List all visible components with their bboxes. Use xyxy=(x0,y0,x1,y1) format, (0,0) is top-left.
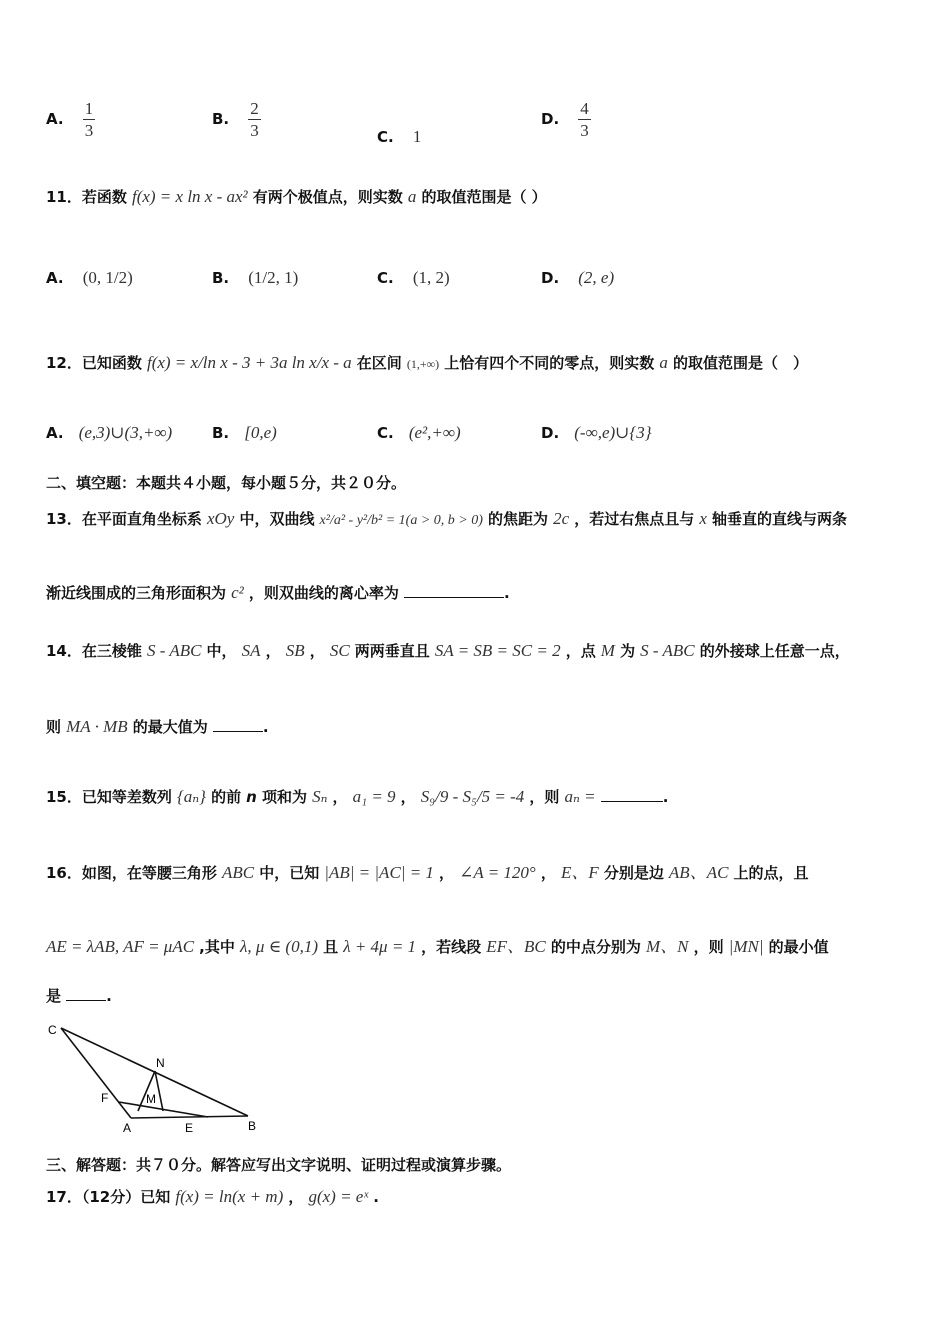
option-label: B. xyxy=(212,110,230,128)
q16-line3: 是 . xyxy=(46,987,112,1005)
section-2-title: 二、填空题：本题共４小题，每小题５分，共２０分。 xyxy=(46,474,407,492)
fraction: $\frac{1}{3}$ xyxy=(84,99,94,140)
segment-ca xyxy=(61,1028,131,1118)
segment-ab xyxy=(131,1116,248,1118)
q16-line2: AE = λAB, AF = μAC ,其中 λ, μ ∈ (0,1) 且 λ + 4μ = 1 ，若线段 EF、BC 的中点分别为 M、N ，则 |MN| 的最小值 xyxy=(46,937,829,956)
option-label: C. xyxy=(377,128,394,146)
q12-option-b: B. [0,e) xyxy=(212,423,277,442)
answer-blank[interactable] xyxy=(601,787,663,802)
triangle-figure xyxy=(40,1018,270,1138)
q12-option-d: D. (-∞,e)∪{3} xyxy=(541,423,652,442)
q10-option-a xyxy=(46,100,95,139)
q11-option-d: D. (2, e) xyxy=(541,268,615,287)
q11-option-b: B. (1/2, 1) xyxy=(212,268,299,287)
q12-stem: 12．已知函数 f(x) = x/ln x - 3 + 3a ln x/x - a 在区间 (1,+∞) 上恰有四个不同的零点，则实数 a 的取值范围是（ ） xyxy=(46,353,808,372)
label-e: E xyxy=(185,1121,194,1135)
q12-option-c: C. (e²,+∞) xyxy=(377,423,461,442)
label-f: F xyxy=(101,1091,109,1105)
math-expression: f(x) = x/ln x - 3 + 3a ln x/x - a xyxy=(146,353,352,372)
label-b: B xyxy=(248,1119,257,1133)
answer-blank[interactable] xyxy=(404,583,504,598)
label-n: N xyxy=(156,1056,165,1070)
label-a: A xyxy=(123,1121,132,1135)
q10-option-d xyxy=(541,100,591,139)
option-label: A. xyxy=(46,110,64,128)
q15-stem: 15．已知等差数列 {aₙ} 的前 n 项和为 Sₙ ， a₁ = 9 ， S₉/9 - S₅/5 = -4 ，则 aₙ = . xyxy=(46,787,669,806)
label-c: C xyxy=(48,1023,57,1037)
label-m: M xyxy=(146,1092,156,1106)
q10-option-c: C. 1 xyxy=(377,127,422,146)
segment-nm-upper xyxy=(155,1071,163,1111)
section-3-title: 三、解答题：共７０分。解答应写出文字说明、证明过程或演算步骤。 xyxy=(46,1156,512,1174)
q13-line1: 13．在平面直角坐标系 xOy 中，双曲线 x²/a² - y²/b² = 1(a > 0, b > 0) 的焦距为 2c ，若过右焦点且与 x 轴垂直的直线与两条 xyxy=(46,509,847,528)
q14-line2: 则 MA · MB 的最大值为 . xyxy=(46,717,269,736)
math-expression: S₉/9 - S₅/5 = -4 xyxy=(420,787,525,806)
answer-blank[interactable] xyxy=(213,717,263,732)
math-expression: x²/a² - y²/b² = 1(a > 0, b > 0) xyxy=(319,513,483,528)
answer-blank[interactable] xyxy=(66,986,106,1001)
fraction: $\frac{4}{3}$ xyxy=(580,99,589,140)
option-label: D. xyxy=(541,110,560,128)
q11-stem: 11．若函数 f(x) = x ln x - ax² 有两个极值点，则实数 a 的取值范围是（ ） xyxy=(46,187,547,206)
q16-line1: 16．如图，在等腰三角形 ABC 中，已知 |AB| = |AC| = 1 ， ∠A = 120° ， E、F 分别是边 AB、AC 上的点，且 xyxy=(46,863,809,882)
q17-stem: 17．（12分）已知 f(x) = ln(x + m) ， g(x) = eˣ . xyxy=(46,1187,379,1206)
math-expression: f(x) = x ln x - ax² xyxy=(131,187,248,206)
q13-line2: 渐近线围成的三角形面积为 c² ，则双曲线的离心率为 . xyxy=(46,583,510,602)
q11-option-c: C. (1, 2) xyxy=(377,268,450,287)
fraction: $\frac{2}{3}$ xyxy=(250,99,259,140)
q10-option-b xyxy=(212,100,261,139)
q12-option-a: A. (e,3)∪(3,+∞) xyxy=(46,423,173,442)
q11-option-a: A. (0, 1/2) xyxy=(46,268,133,287)
q14-line1: 14．在三棱锥 S - ABC 中， SA ， SB ， SC 两两垂直且 SA = SB = SC = 2 ，点 M 为 S - ABC 的外接球上任意一点， xyxy=(46,641,850,660)
